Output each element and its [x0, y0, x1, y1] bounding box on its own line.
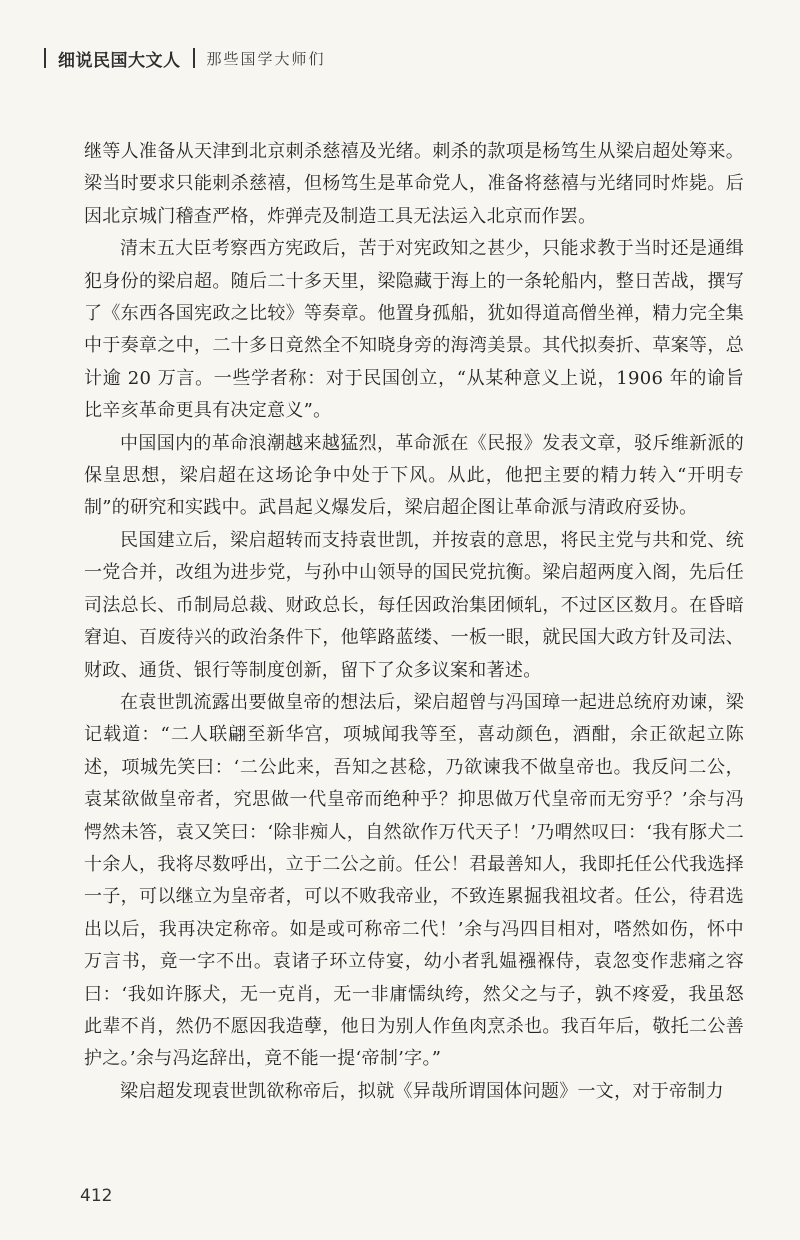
- paragraph: 民国建立后，梁启超转而支持袁世凯，并按袁的意思，将民主党与共和党、统一党合并，改组为进步党，与孙中山领导的国民党抗衡。梁启超两度入阁，先后任司法总长、币制局总裁、财政总长，每任因政治集团倾轧，不过区区数月。在昏暗窘迫、百废待兴的政治条件下，他筚路蓝缕、一板一眼，就民国大政方针及司法、财政、通货、银行等制度创新，留下了众多议案和著述。: [84, 529, 744, 681]
- book-subtitle: 那些国学大师们: [206, 49, 326, 68]
- header-divider-middle: [193, 48, 195, 68]
- paragraph: 梁启超发现袁世凯欲称帝后，拟就《异哉所谓国体问题》一文，对于帝制力: [120, 1080, 724, 1102]
- header-divider-left: [44, 48, 46, 68]
- paragraph-continued: 继等人准备从天津到北京刺杀慈禧及光绪。刺杀的款项是杨笃生从梁启超处筹来。梁当时要求只能刺杀慈禧，但杨笃生是革命党人，准备将慈禧与光绪同时炸毙。后因北京城门稽查严格，炸弹壳及制造工具无法运入北京而作罢。: [84, 141, 744, 227]
- paragraph: 在袁世凯流露出要做皇帝的想法后，梁启超曾与冯国璋一起进总统府劝谏，梁记载道：“二人联翩至新华宫，项城闻我等至，喜动颜色，酒酣，余正欲起立陈述，项城先笑曰：‘二公此来，吾知之甚稔，乃欲谏我不做皇帝也。我反问二公，袁某欲做皇帝者，究思做一代皇帝而绝种乎？抑思做万代皇帝而无穷乎？’余与冯愕然未答，袁又笑曰：‘除非痴人，自然欲作万代天子！’乃喟然叹曰：‘我有豚犬二十余人，我将尽数呼出，立于二公之前。任公！君最善知人，我即托任公代我选择一子，可以继立为皇帝者，可以不败我帝业，不致连累掘我祖坟者。任公，待君选出以后，我再决定称帝。如是或可称帝二代！’余与冯四目相对，嗒然如伤，怀中万言书，竟一字不出。袁诸子环立侍宴，幼小者乳媪襁褓侍，袁忽变作悲痛之容曰：‘我如许豚犬，无一克肖，无一非庸懦纨绔，然父之与子，孰不疼爱，我虽怒此辈不肖，然仍不愿因我造孽，他日为别人作鱼肉烹杀也。我百年后，敬托二公善护之。’余与冯迄辞出，竟不能一提‘帝制’字。”: [84, 691, 744, 1070]
- body-text: [84, 136, 744, 1108]
- paragraph: 中国国内的革命浪潮越来越猛烈，革命派在《民报》发表文章，驳斥维新派的保皇思想，梁启超在这场论争中处于下风。从此，他把主要的精力转入“开明专制”的研究和实践中。武昌起义爆发后，梁启超企图让革命派与清政府妥协。: [84, 432, 744, 519]
- page-number: 412: [80, 1186, 113, 1206]
- book-title: 细说民国大文人: [58, 50, 181, 71]
- running-header: [44, 46, 326, 70]
- paragraph: 清末五大臣考察西方宪政后，苦于对宪政知之甚少，只能求教于当时还是通缉犯身份的梁启超。随后二十多天里，梁隐藏于海上的一条轮船内，整日苦战，撰写了《东西各国宪政之比较》等奏章。他置身孤船，犹如得道高僧坐禅，精力完全集中于奏章之中，二十多日竟然全不知晓身旁的海湾美景。其代拟奏折、草案等，总计逾 20 万言。一些学者称：对于民国创立，“从某种意义上说，1906 年的谕旨比辛亥革命更具有决定意义”。: [84, 238, 744, 422]
